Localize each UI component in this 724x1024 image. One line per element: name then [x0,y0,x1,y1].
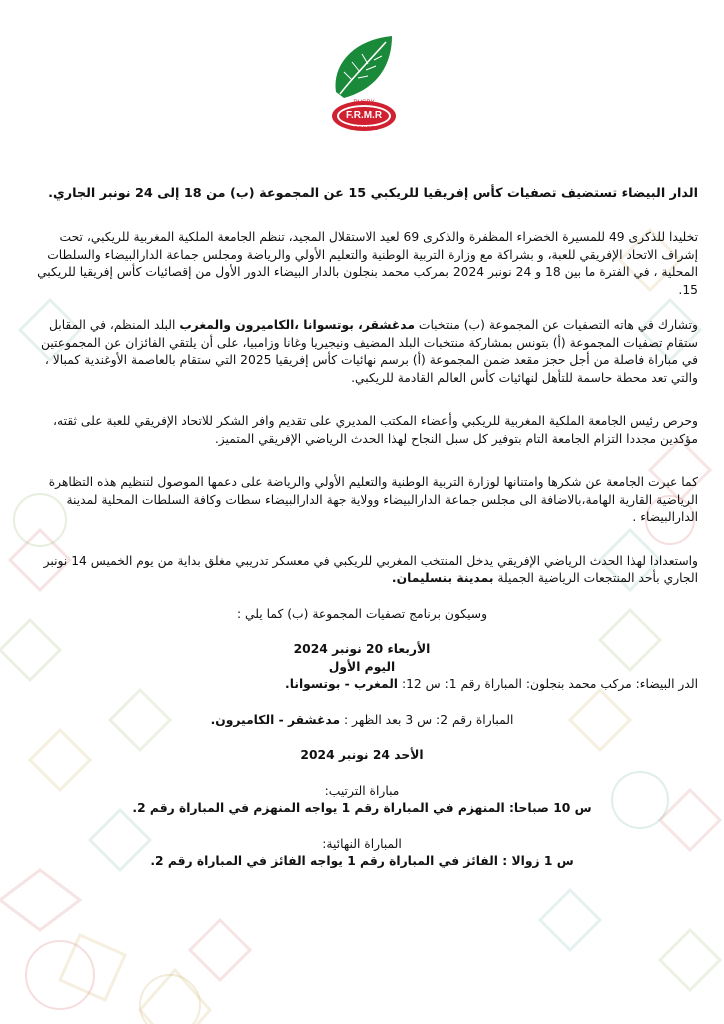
match1-teams: المغرب - بوتسوانا. [285,677,399,691]
logo-main-text: F.R.M.R [345,110,383,121]
leaf-icon [335,36,392,98]
paragraph-groups-part1: وتشارك في هاته التصفيات عن المجموعة (ب) منتخبات [414,318,698,332]
paragraph-groups [26,317,698,387]
day2-date: الأحد 24 نونبر 2024 [300,748,424,762]
ranking-match-detail: س 10 صباحا: المنهزم في المباراة رقم 1 يواجه المنهزم في المباراة رقم 2. [132,801,592,815]
paragraph-thanks-caf: وحرص رئيس الجامعة الملكية المغربية للريكبي وأعضاء المكتب المديري على تقديم وافر الشكر للاتحاد الإفريقي للعبة على ثقته، مؤكدين مجددا التزام الجامعة التام بتوفير كل سبل النجاح لهذا الحدث الرياضي الإفريقي المتميز. [53,414,698,446]
paragraph-training-camp [26,553,698,588]
day1-label: اليوم الأول [328,659,396,674]
match2-time: المباراة رقم 2: س 3 بعد الظهر : [340,712,514,727]
paragraph-commemoration: تخليدا للذكرى 49 للمسيرة الخضراء المظفرة والذكرى 69 لعيد الاستقلال المجيد، تنظم الجامعة الملكية المغربية للريكبي، تحت إشراف الاتحاد الإفريقي للعبة، و بشراكة مع وزارة التربية الوطنية والتعليم الأولي والرياضة ومجلس جماعة الدارالبيضاء والسلطات المحلية ، في الفترة ما بين 18 و 24 نونبر 2024 بمركب محمد بنجلون بالدار البيضاء الدور الأول من إقصائيات كأس إفريقيا للريكبي 15. [37,230,698,297]
final-match-detail: س 1 زوالا : الفائز في المباراة رقم 1 يواجه الفائز في المباراة رقم 2. [150,854,574,868]
final-match-label: المباراة النهائية: [322,836,402,851]
day1-match1 [26,676,698,694]
day1-match2 [26,712,698,730]
paragraph-thanks-ministry: كما عبرت الجامعة عن شكرها وامتنانها لوزارة التربية الوطنية والتعليم الأولي والرياضة على دعمها الموصول لتنظيم هذه التظاهرة الرياضية القارية الهامة،بالاضافة الى مجلس جماعة الدارالبيضاء وولاية جهة الدارالبيضاء سطات وكافة السلطات المحلية لمدينة الدارالبيضاء . [48,475,698,524]
match2-teams: مدغشقر - الكاميرون. [210,712,341,727]
press-release-body [26,184,698,871]
group-b-teams: مدغشقر، بوتسوانا ،الكاميرون والمغرب [179,318,415,332]
training-camp-text: واستعدادا لهذا الحدث الرياضي الإفريقي يدخل المنتخب المغربي للريكبي في معسكر تدريبي مغلق بداية من يوم الخميس 14 نونبر الجاري بأحد المنتجعات الرياضية الجميلة [43,553,698,585]
ranking-match-label: مباراة الترتيب: [324,783,400,798]
logo-top-text: RUGBY [353,100,375,106]
day1-date: الأربعاء 20 نونبر 2024 [293,642,431,656]
frmr-logo [322,32,406,134]
schedule-intro: وسيكون برنامج تصفيات المجموعة (ب) كما يلي : [236,606,488,621]
logo-bottom-text: MOROCCO [349,126,379,132]
match1-venue-time: الدر البيضاء: مركب محمد بنجلون: المباراة رقم 1: س 12: [398,677,698,691]
paragraph-groups-part2: البلد المنظم، في المقابل ستقام تصفيات المجموعة (أ) بتونس بمشاركة منتخبات البلد المضيف ونيجيريا وغانا وزامبيا، على أن يلتقي الفائزان عن المجموعتين في مباراة فاصلة من أجل حجز مقعد ضمن المجموعة (أ) برسم نهائيات كأس إفريقيا 2025 التي ستقام بالعاصمة الأوغندية كمبالا ، والتي تعد محطة حاسمة للتأهل لنهائيات كأس العالم القادمة للريكبي. [40,318,698,385]
headline: الدار البيضاء تستضيف تصفيات كأس إفريقيا للريكبي 15 عن المجموعة (ب) من 18 إلى 24 نونبر الجاري. [48,186,698,201]
training-camp-city: بمدينة بنسليمان. [391,571,494,585]
